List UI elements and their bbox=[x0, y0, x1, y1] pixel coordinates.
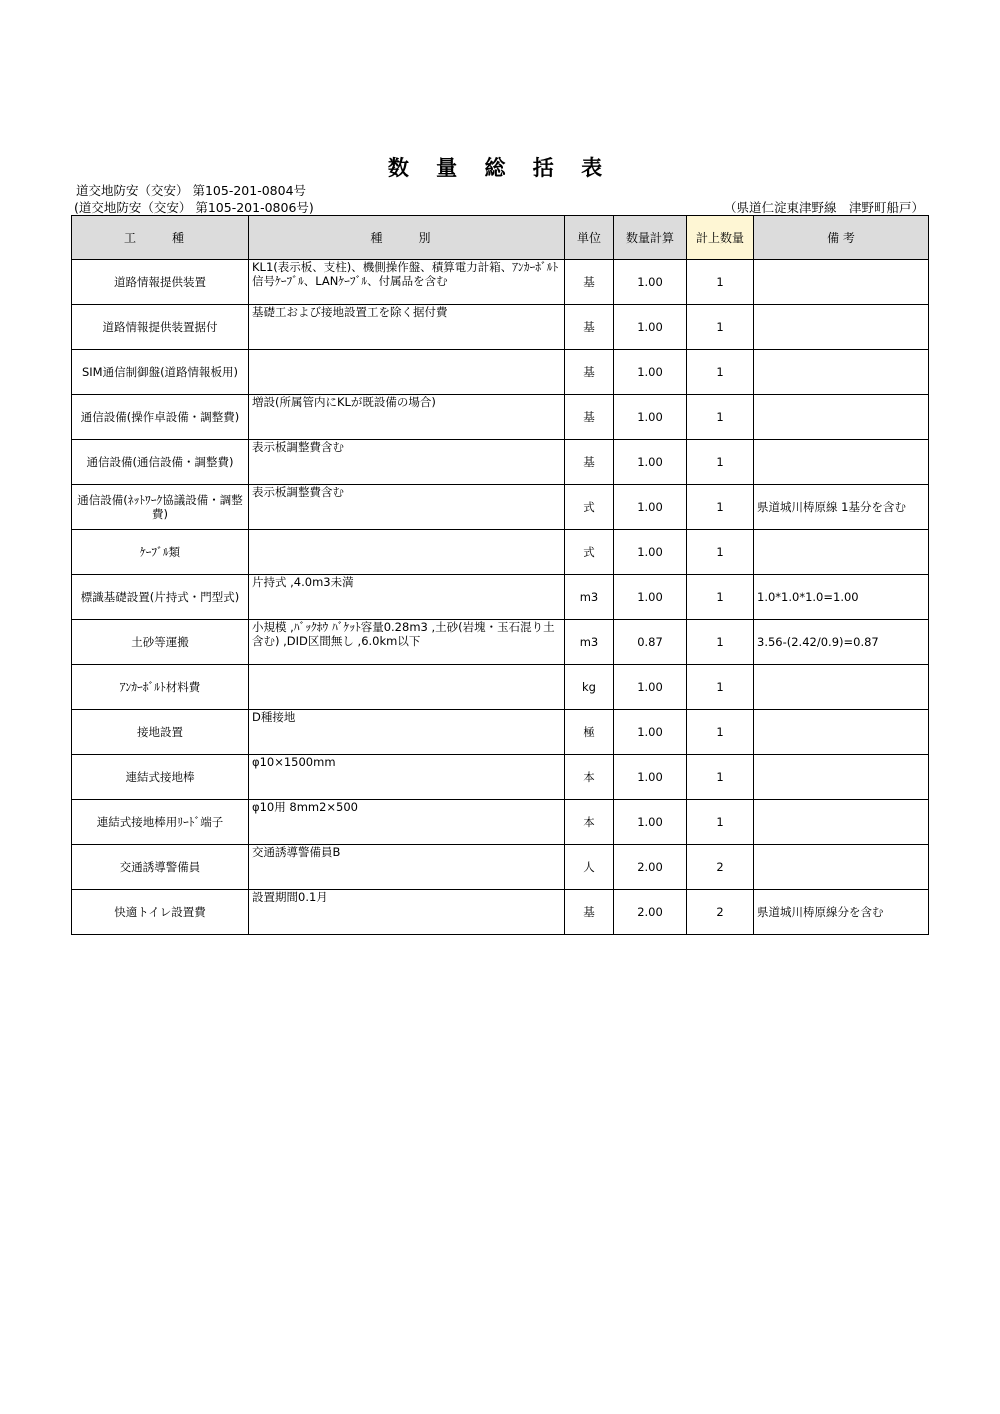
row-work: 道路情報提供装置 bbox=[72, 260, 249, 305]
project-number-1: 道交地防安（交安） 第105-201-0804号 bbox=[76, 183, 307, 198]
row-unit: 基 bbox=[565, 260, 614, 305]
table-row bbox=[72, 485, 929, 530]
row-count: 1 bbox=[687, 575, 754, 620]
row-count: 1 bbox=[687, 800, 754, 845]
row-quantity: 2.00 bbox=[614, 845, 687, 890]
row-quantity: 1.00 bbox=[614, 305, 687, 350]
row-note bbox=[754, 395, 929, 440]
table-row bbox=[72, 800, 929, 845]
row-work: 連結式接地棒 bbox=[72, 755, 249, 800]
row-type: 増設(所属管内にKLが既設備の場合) bbox=[249, 395, 565, 440]
table-row bbox=[72, 620, 929, 665]
row-work: 接地設置 bbox=[72, 710, 249, 755]
row-note bbox=[754, 800, 929, 845]
row-unit: 本 bbox=[565, 800, 614, 845]
row-quantity: 1.00 bbox=[614, 395, 687, 440]
row-type bbox=[249, 530, 565, 575]
quantity-summary-table bbox=[71, 215, 929, 935]
row-count: 1 bbox=[687, 755, 754, 800]
header-unit: 単位 bbox=[565, 216, 614, 260]
table-row bbox=[72, 845, 929, 890]
row-type bbox=[249, 350, 565, 395]
table-row bbox=[72, 440, 929, 485]
row-quantity: 2.00 bbox=[614, 890, 687, 935]
row-count: 1 bbox=[687, 485, 754, 530]
row-quantity: 1.00 bbox=[614, 710, 687, 755]
row-type: φ10×1500mm bbox=[249, 755, 565, 800]
row-count: 1 bbox=[687, 350, 754, 395]
row-unit: m3 bbox=[565, 620, 614, 665]
row-unit: 基 bbox=[565, 350, 614, 395]
table-row bbox=[72, 350, 929, 395]
row-note bbox=[754, 440, 929, 485]
row-unit: 基 bbox=[565, 395, 614, 440]
location-label: （県道仁淀東津野線 津野町船戸） bbox=[723, 200, 924, 215]
row-work: 交通誘導警備員 bbox=[72, 845, 249, 890]
row-work: 快適トイレ設置費 bbox=[72, 890, 249, 935]
row-type: 交通誘導警備員B bbox=[249, 845, 565, 890]
table-row bbox=[72, 305, 929, 350]
table-row bbox=[72, 890, 929, 935]
row-work: SIM通信制御盤(道路情報板用) bbox=[72, 350, 249, 395]
row-type bbox=[249, 665, 565, 710]
row-count: 2 bbox=[687, 890, 754, 935]
row-note: 県道城川梼原線分を含む bbox=[754, 890, 929, 935]
row-note: 3.56-(2.42/0.9)=0.87 bbox=[754, 620, 929, 665]
row-type: D種接地 bbox=[249, 710, 565, 755]
header-work: 工 種 bbox=[72, 216, 249, 260]
row-quantity: 1.00 bbox=[614, 260, 687, 305]
row-type: 表示板調整費含む bbox=[249, 485, 565, 530]
row-count: 1 bbox=[687, 665, 754, 710]
row-quantity: 1.00 bbox=[614, 485, 687, 530]
table-row bbox=[72, 575, 929, 620]
row-work: ｱﾝｶｰﾎﾞﾙﾄ材料費 bbox=[72, 665, 249, 710]
row-type: 表示板調整費含む bbox=[249, 440, 565, 485]
row-note bbox=[754, 350, 929, 395]
row-unit: 本 bbox=[565, 755, 614, 800]
row-type: φ10用 8mm2×500 bbox=[249, 800, 565, 845]
row-type: 小規模 ,ﾊﾞｯｸﾎｳ ﾊﾞｹｯﾄ容量0.28m3 ,土砂(岩塊・玉石混り土含む) ,DID区間無し ,6.0km以下 bbox=[249, 620, 565, 665]
table-row bbox=[72, 710, 929, 755]
row-unit: kg bbox=[565, 665, 614, 710]
row-note bbox=[754, 305, 929, 350]
row-unit: 式 bbox=[565, 485, 614, 530]
row-unit: 式 bbox=[565, 530, 614, 575]
row-count: 1 bbox=[687, 395, 754, 440]
row-count: 1 bbox=[687, 620, 754, 665]
row-quantity: 1.00 bbox=[614, 530, 687, 575]
row-note bbox=[754, 710, 929, 755]
page-title: 数 量 総 括 表 bbox=[387, 156, 613, 180]
row-count: 1 bbox=[687, 440, 754, 485]
row-quantity: 0.87 bbox=[614, 620, 687, 665]
row-type: KL1(表示板、支柱)、機側操作盤、積算電力計箱、ｱﾝｶｰﾎﾞﾙﾄ信号ｹｰﾌﾞﾙ、LANｹｰﾌﾞﾙ、付属品を含む bbox=[249, 260, 565, 305]
row-unit: 極 bbox=[565, 710, 614, 755]
row-quantity: 1.00 bbox=[614, 575, 687, 620]
header-calc: 数量計算 bbox=[614, 216, 687, 260]
row-count: 1 bbox=[687, 260, 754, 305]
row-work: ｹｰﾌﾞﾙ類 bbox=[72, 530, 249, 575]
row-count: 2 bbox=[687, 845, 754, 890]
row-work: 土砂等運搬 bbox=[72, 620, 249, 665]
row-note: 1.0*1.0*1.0=1.00 bbox=[754, 575, 929, 620]
row-work: 通信設備(ﾈｯﾄﾜｰｸ協議設備・調整費) bbox=[72, 485, 249, 530]
row-note bbox=[754, 755, 929, 800]
row-unit: m3 bbox=[565, 575, 614, 620]
row-count: 1 bbox=[687, 305, 754, 350]
row-note bbox=[754, 530, 929, 575]
row-work: 道路情報提供装置据付 bbox=[72, 305, 249, 350]
table-row bbox=[72, 260, 929, 305]
row-work: 連結式接地棒用ﾘｰﾄﾞ端子 bbox=[72, 800, 249, 845]
row-work: 通信設備(通信設備・調整費) bbox=[72, 440, 249, 485]
row-type: 片持式 ,4.0m3未満 bbox=[249, 575, 565, 620]
row-count: 1 bbox=[687, 530, 754, 575]
row-unit: 人 bbox=[565, 845, 614, 890]
row-type: 基礎工および接地設置工を除く据付費 bbox=[249, 305, 565, 350]
row-quantity: 1.00 bbox=[614, 800, 687, 845]
row-note bbox=[754, 845, 929, 890]
row-note: 県道城川梼原線 1基分を含む bbox=[754, 485, 929, 530]
table-header-row bbox=[72, 216, 929, 260]
header-note: 備 考 bbox=[754, 216, 929, 260]
header-count: 計上数量 bbox=[687, 216, 754, 260]
row-work: 通信設備(操作卓設備・調整費) bbox=[72, 395, 249, 440]
row-note bbox=[754, 665, 929, 710]
row-unit: 基 bbox=[565, 440, 614, 485]
row-note bbox=[754, 260, 929, 305]
row-quantity: 1.00 bbox=[614, 755, 687, 800]
row-unit: 基 bbox=[565, 890, 614, 935]
header-type: 種 別 bbox=[249, 216, 565, 260]
row-count: 1 bbox=[687, 710, 754, 755]
row-quantity: 1.00 bbox=[614, 665, 687, 710]
row-quantity: 1.00 bbox=[614, 350, 687, 395]
table-row bbox=[72, 755, 929, 800]
project-number-2: (道交地防安（交安） 第105-201-0806号) bbox=[74, 200, 314, 215]
row-type: 設置期間0.1月 bbox=[249, 890, 565, 935]
row-quantity: 1.00 bbox=[614, 440, 687, 485]
table-row bbox=[72, 530, 929, 575]
table-row bbox=[72, 395, 929, 440]
table-row bbox=[72, 665, 929, 710]
row-work: 標識基礎設置(片持式・門型式) bbox=[72, 575, 249, 620]
row-unit: 基 bbox=[565, 305, 614, 350]
